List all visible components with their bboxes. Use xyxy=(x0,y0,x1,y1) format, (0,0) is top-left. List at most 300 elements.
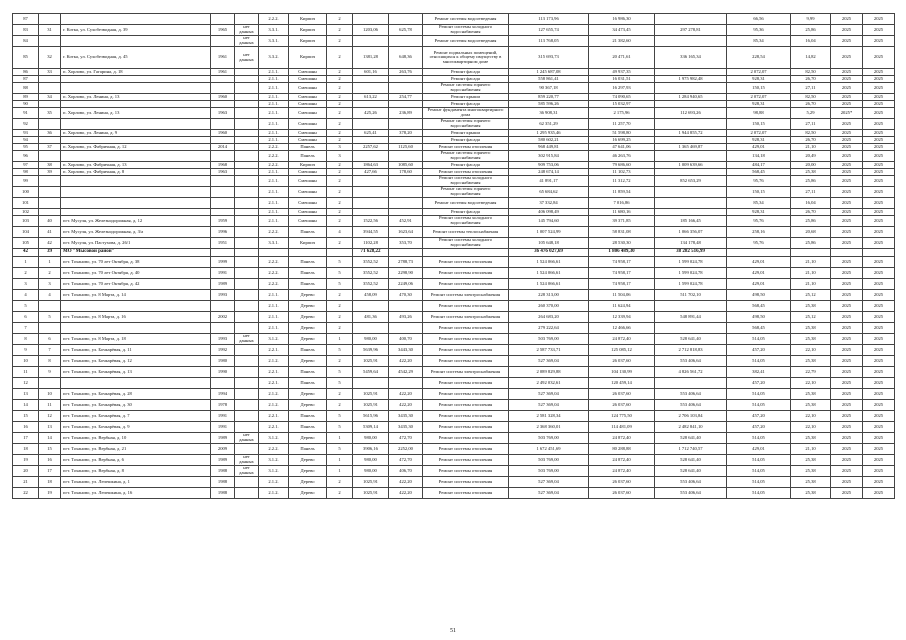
cell-sum: 580 602,21 xyxy=(509,137,589,144)
cell-c1: 103 xyxy=(13,216,39,227)
cell-ref: 39 371,85 xyxy=(589,216,655,227)
cell-work: Ремонт подвальных помещений, относящихся к общему имуществу в многоквартирном доме xyxy=(423,47,509,69)
cell-total xyxy=(655,151,727,162)
cell-addr: пгт. Мусуля, ул. Железнодорожная, д. 12 xyxy=(61,216,211,227)
cell-y2: 2025 xyxy=(863,389,895,400)
cell-floors: 2 xyxy=(327,14,353,25)
cell-y1: 2025 xyxy=(831,257,863,268)
cell-ref: 11 312,72 xyxy=(589,176,655,187)
cell-rate: 150,15 xyxy=(727,83,791,94)
cell-y2: 2025 xyxy=(863,279,895,290)
cell-addr: пгт. Тоханово, ул. Бочкарёвая, д. 30 xyxy=(61,400,211,411)
cell-ref: 26 037,60 xyxy=(589,356,655,367)
cell-c2: 35 xyxy=(39,108,61,119)
cell-ref: 47 641,06 xyxy=(589,144,655,151)
cell-rate: 382,41 xyxy=(727,367,791,378)
cell-ref: 26 037,60 xyxy=(589,389,655,400)
cell-y1: 2025 xyxy=(831,389,863,400)
cell-wallm: Смешанн xyxy=(289,94,327,101)
cell-flag xyxy=(235,209,259,216)
cell-flag xyxy=(235,389,259,400)
cell-wallm: Дерево xyxy=(289,389,327,400)
cell-y2: 2025 xyxy=(863,144,895,151)
table-row xyxy=(13,216,895,227)
cell-y2: 2025 xyxy=(863,76,895,83)
cell-adj: 22,10 xyxy=(791,411,831,422)
cell-total: 1 944 855,72 xyxy=(655,130,727,137)
cell-c2: 3 xyxy=(39,279,61,290)
table-row xyxy=(13,76,895,83)
cell-live: 648,36 xyxy=(389,47,423,69)
cell-y1: 2025 xyxy=(831,69,863,76)
cell-year: 1968 xyxy=(211,162,235,169)
cell-ref: 24 872,40 xyxy=(589,334,655,345)
table-row xyxy=(13,198,895,209)
cell-year: 1951 xyxy=(211,238,235,249)
cell-floors: 2 xyxy=(327,301,353,312)
cell-ref: 15 032,97 xyxy=(589,101,655,108)
cell-y1: 2025 xyxy=(831,76,863,83)
cell-flag xyxy=(235,119,259,130)
cell-adj: 25,86 xyxy=(791,238,831,249)
cell-area: 1025,91 xyxy=(353,477,389,488)
cell-area: 3552,52 xyxy=(353,257,389,268)
cell-ref: 58 831,08 xyxy=(589,227,655,238)
cell-adj: 27,11 xyxy=(791,83,831,94)
cell-rate: 95,76 xyxy=(727,176,791,187)
cell-area: 1025,91 xyxy=(353,389,389,400)
cell-adj: 82,50 xyxy=(791,94,831,101)
cell-area: 1025,91 xyxy=(353,400,389,411)
cell-y1: 2025 xyxy=(831,422,863,433)
table-row xyxy=(13,444,895,455)
cell-c2: 17 xyxy=(39,466,61,477)
cell-sum: 264 683,20 xyxy=(509,312,589,323)
cell-flag xyxy=(235,279,259,290)
cell-wallm: Кирпич xyxy=(289,36,327,47)
cell-flag: нет данных xyxy=(235,466,259,477)
cell-addr xyxy=(61,119,211,130)
table-row xyxy=(13,137,895,144)
cell-ref: 49 937,35 xyxy=(589,69,655,76)
cell-floors: 2 xyxy=(327,400,353,411)
cell-sum: 105 648,18 xyxy=(509,238,589,249)
cell-adj: 9,99 xyxy=(791,14,831,25)
cell-live: 422,20 xyxy=(389,400,423,411)
cell-live xyxy=(389,14,423,25)
cell-adj: 25,38 xyxy=(791,334,831,345)
cell-total: 528 641,40 xyxy=(655,455,727,466)
cell-sum: 302 915,84 xyxy=(509,151,589,162)
cell-work: Ремонт системы отопления xyxy=(423,444,509,455)
cell-sum: 260 370,00 xyxy=(509,301,589,312)
cell-live: 263,76 xyxy=(389,69,423,76)
cell-floors: 2 xyxy=(327,216,353,227)
cell-flag: нет данных xyxy=(235,455,259,466)
cell-c2: 32 xyxy=(39,47,61,69)
cell-ref: 125 085,12 xyxy=(589,345,655,356)
cell-ref: 11 504,06 xyxy=(589,290,655,301)
cell-addr xyxy=(61,101,211,108)
cell-addr: п. Хорлово, ул. Фабричная, д. 8 xyxy=(61,169,211,176)
cell-y1: 2025 xyxy=(831,411,863,422)
cell-y2: 2025 xyxy=(863,101,895,108)
cell-total xyxy=(655,209,727,216)
cell-ref: 16 699,25 xyxy=(589,137,655,144)
cell-y1: 2025 xyxy=(831,198,863,209)
cell-wallm: Панель xyxy=(289,422,327,433)
cell-ref: 79 686,60 xyxy=(589,162,655,169)
cell-flag xyxy=(235,216,259,227)
cell-adj: 25,38 xyxy=(791,356,831,367)
cell-c2: 13 xyxy=(39,422,61,433)
cell-y1: 2025 xyxy=(831,162,863,169)
table-row xyxy=(13,25,895,36)
cell-ref: 24 872,40 xyxy=(589,455,655,466)
cell-wallm: Смешанн xyxy=(289,69,327,76)
cell-mat: 3.3.1. xyxy=(259,25,289,36)
cell-y1: 2025 xyxy=(831,83,863,94)
cell-y2: 2025 xyxy=(863,151,895,162)
cell-rate: 85,34 xyxy=(727,36,791,47)
cell-adj: 25,38 xyxy=(791,169,831,176)
cell-rate: 457,20 xyxy=(727,422,791,433)
cell-y2: 2025 xyxy=(863,488,895,499)
cell-ref: 2 175,96 xyxy=(589,108,655,119)
cell-total: 1 599 024,78 xyxy=(655,268,727,279)
cell-sum: 1 524 066,61 xyxy=(509,279,589,290)
cell-c2: 7 xyxy=(39,345,61,356)
cell-year: 1993 xyxy=(211,290,235,301)
cell-adj: 27,11 xyxy=(791,119,831,130)
cell-area: 425,26 xyxy=(353,108,389,119)
cell-total: 1 599 024,78 xyxy=(655,257,727,268)
cell-work: Ремонт фундамента многоквартирного дома xyxy=(423,108,509,119)
cell-sum: 503 769,00 xyxy=(509,466,589,477)
cell-total xyxy=(655,119,727,130)
cell-rate: 228,54 xyxy=(727,47,791,69)
cell-wallm: Смешанн xyxy=(289,108,327,119)
cell-ref: 74 958,17 xyxy=(589,268,655,279)
cell-work: Ремонт системы отопления xyxy=(423,323,509,334)
cell-wallm: Панель xyxy=(289,411,327,422)
cell-live: 254,77 xyxy=(389,94,423,101)
cell-wallm: Смешанн xyxy=(289,83,327,94)
cell-y1: 2025 xyxy=(831,268,863,279)
cell-work: Ремонт системы отопления xyxy=(423,301,509,312)
cell-work: Ремонт системы отопления xyxy=(423,422,509,433)
cell-y1: 2025 xyxy=(831,279,863,290)
cell-c2: 19 xyxy=(39,488,61,499)
cell-mat: 3.3.2. xyxy=(259,47,289,69)
cell-wallm: Смешанн xyxy=(289,101,327,108)
cell-adj: 21,10 xyxy=(791,444,831,455)
cell-mat: 2.2.1. xyxy=(259,367,289,378)
table-row xyxy=(13,176,895,187)
cell-total: 1 066 356,07 xyxy=(655,227,727,238)
cell-addr xyxy=(61,209,211,216)
cell-c2: 5 xyxy=(39,312,61,323)
cell-mat: 2.1.1. xyxy=(259,209,289,216)
cell-y1: 2025 xyxy=(831,444,863,455)
cell-area xyxy=(353,119,389,130)
cell-floors: 1 xyxy=(327,466,353,477)
cell-year: 1990 xyxy=(211,367,235,378)
cell-addr: пгт. Тоханово, ул. Бочкарёвая, д. 11 xyxy=(61,345,211,356)
cell-floors: 2 xyxy=(327,162,353,169)
cell-flag xyxy=(235,151,259,162)
cell-c1: 18 xyxy=(13,444,39,455)
cell-y2: 2025 xyxy=(863,198,895,209)
table-row xyxy=(13,151,895,162)
cell-live xyxy=(389,198,423,209)
cell-addr xyxy=(61,14,211,25)
cell-rate: 928,31 xyxy=(727,209,791,216)
cell-year: 1996 xyxy=(211,227,235,238)
cell-year: 1994 xyxy=(211,389,235,400)
cell-c2 xyxy=(39,187,61,198)
cell-ref: 114 481,09 xyxy=(589,422,655,433)
cell-y2: 2025 xyxy=(863,69,895,76)
cell-adj: 5,29 xyxy=(791,108,831,119)
cell-live xyxy=(389,101,423,108)
cell-wallm: Смешанн xyxy=(289,169,327,176)
table-row xyxy=(13,400,895,411)
cell-flag xyxy=(235,14,259,25)
cell-rate: 98,88 xyxy=(727,108,791,119)
table-row xyxy=(13,36,895,47)
cell-work: Ремонт системы электроснабжения xyxy=(423,290,509,301)
cell-area: 3906,16 xyxy=(353,444,389,455)
cell-live: 470,30 xyxy=(389,290,423,301)
cell-rate: 95,36 xyxy=(727,25,791,36)
cell-ref: 21 382,60 xyxy=(589,36,655,47)
cell-adj: 27,11 xyxy=(791,187,831,198)
cell-rate: 95,76 xyxy=(727,216,791,227)
cell-total xyxy=(655,187,727,198)
cell-floors: 2 xyxy=(327,209,353,216)
cell-live xyxy=(389,76,423,83)
cell-area: 613,22 xyxy=(353,94,389,101)
cell-y1: 2025 xyxy=(831,119,863,130)
cell-work: Ремонт системы отопления xyxy=(423,345,509,356)
cell-sum: 527 369,04 xyxy=(509,356,589,367)
cell-flag: нет данных xyxy=(235,433,259,444)
cell-flag xyxy=(235,345,259,356)
cell-area: 1203,06 xyxy=(353,25,389,36)
cell-c1: 98 xyxy=(13,169,39,176)
table-row xyxy=(13,312,895,323)
table-row xyxy=(13,94,895,101)
cell-live: 353,70 xyxy=(389,238,423,249)
cell-live: 3435,30 xyxy=(389,422,423,433)
cell-y1: 2025 xyxy=(831,36,863,47)
cell-c2: 11 xyxy=(39,400,61,411)
cell-floors: 5 xyxy=(327,257,353,268)
cell-mat: 2.1.1. xyxy=(259,130,289,137)
cell-wallm: Смешанн xyxy=(289,216,327,227)
cell-adj: 14,82 xyxy=(791,47,831,69)
cell-adj: 25,12 xyxy=(791,290,831,301)
cell-sum: 228 313,00 xyxy=(509,290,589,301)
cell-flag: нет данных xyxy=(235,36,259,47)
cell-y2: 2025 xyxy=(863,36,895,47)
cell-ref: 26 037,60 xyxy=(589,400,655,411)
cell-sum: 1 245 687,08 xyxy=(509,69,589,76)
cell-c1: 4 xyxy=(13,290,39,301)
cell-addr: пгт. Тоханово, ул. 8 Марта, д. 18 xyxy=(61,334,211,345)
cell-ref: 11 102,73 xyxy=(589,169,655,176)
cell-mat: 2.1.1. xyxy=(259,76,289,83)
cell-addr: пгт. Тоханово, ул. Бочкарёвая, д. 7 xyxy=(61,411,211,422)
cell-rate: 568,45 xyxy=(727,169,791,176)
cell-wallm: Кирпич xyxy=(289,47,327,69)
cell-wallm: Дерево xyxy=(289,400,327,411)
cell-wallm: Смешанн xyxy=(289,187,327,198)
cell-total: 185 166,45 xyxy=(655,216,727,227)
cell-c1: 11 xyxy=(13,367,39,378)
cell-y1: 2025 xyxy=(831,94,863,101)
cell-work: Ремонт системы отопления xyxy=(423,144,509,151)
cell-rate: 514,05 xyxy=(727,433,791,444)
cell-rate: 498,50 xyxy=(727,312,791,323)
cell-mat: 2.1.1. xyxy=(259,169,289,176)
cell-sum: 36 908,31 xyxy=(509,108,589,119)
cell-mat: 2.2.2. xyxy=(259,227,289,238)
table-row xyxy=(13,488,895,499)
cell-floors xyxy=(327,249,353,257)
cell-rate: 928,31 xyxy=(727,137,791,144)
cell-total: 553 406,64 xyxy=(655,400,727,411)
cell-floors: 5 xyxy=(327,345,353,356)
cell-wallm: Кирпич xyxy=(289,162,327,169)
cell-floors: 5 xyxy=(327,411,353,422)
cell-total xyxy=(655,198,727,209)
cell-c2: 8 xyxy=(39,356,61,367)
cell-ref: 20 471,61 xyxy=(589,47,655,69)
cell-adj: 21,10 xyxy=(791,268,831,279)
cell-rate: 2 072,07 xyxy=(727,69,791,76)
cell-total: 336 165,34 xyxy=(655,47,727,69)
cell-flag xyxy=(235,169,259,176)
cell-adj: 25,38 xyxy=(791,477,831,488)
cell-live: 2298,90 xyxy=(389,268,423,279)
cell-sum: 113 768,05 xyxy=(509,36,589,47)
cell-year xyxy=(211,209,235,216)
cell-sum: 1 524 066,61 xyxy=(509,268,589,279)
cell-wallm: Смешанн xyxy=(289,209,327,216)
cell-work: Ремонт фасада xyxy=(423,101,509,108)
cell-year xyxy=(211,187,235,198)
cell-rate: 514,05 xyxy=(727,389,791,400)
cell-flag xyxy=(235,249,259,257)
cell-floors: 5 xyxy=(327,422,353,433)
cell-floors: 1 xyxy=(327,334,353,345)
cell-area: 601,16 xyxy=(353,69,389,76)
cell-rate: 457,20 xyxy=(727,411,791,422)
cell-total: 297 278,81 xyxy=(655,25,727,36)
cell-c2 xyxy=(39,301,61,312)
cell-mat: 2.1.1. xyxy=(259,101,289,108)
cell-live xyxy=(389,323,423,334)
table-row xyxy=(13,334,895,345)
cell-year xyxy=(211,198,235,209)
cell-ref: 7 016,86 xyxy=(589,198,655,209)
cell-rate: 484,17 xyxy=(727,162,791,169)
cell-wallm xyxy=(289,249,327,257)
cell-flag xyxy=(235,137,259,144)
cell-ref: 11 680,16 xyxy=(589,209,655,216)
cell-floors: 2 xyxy=(327,94,353,101)
cell-area: 1025,91 xyxy=(353,488,389,499)
cell-y2: 2025 xyxy=(863,257,895,268)
cell-ref: 74 958,17 xyxy=(589,257,655,268)
cell-total: 1 599 024,78 xyxy=(655,279,727,290)
cell-c1: 84 xyxy=(13,36,39,47)
cell-c1: 16 xyxy=(13,422,39,433)
cell-y1: 2025 xyxy=(831,130,863,137)
cell-y2: 2025 xyxy=(863,422,895,433)
cell-total: 553 406,64 xyxy=(655,389,727,400)
cell-y2: 2025 xyxy=(863,209,895,216)
cell-y1: 2025 xyxy=(831,137,863,144)
cell-floors: 2 xyxy=(327,108,353,119)
cell-adj: 25,12 xyxy=(791,312,831,323)
table-row xyxy=(13,356,895,367)
cell-c1: 92 xyxy=(13,119,39,130)
cell-y1: 2025 xyxy=(831,101,863,108)
cell-rate: 66,56 xyxy=(727,14,791,25)
table-body xyxy=(13,14,895,499)
cell-floors: 5 xyxy=(327,268,353,279)
cell-work: Ремонт системы холодного водоснабжения xyxy=(423,176,509,187)
cell-year: 1993 xyxy=(211,334,235,345)
cell-y1: 2025 xyxy=(831,151,863,162)
cell-total xyxy=(655,301,727,312)
cell-total: 511 702,10 xyxy=(655,290,727,301)
cell-flag xyxy=(235,69,259,76)
cell-area: 5639,96 xyxy=(353,345,389,356)
cell-y2: 2025 xyxy=(863,14,895,25)
cell-addr: пгт. Тоханово, ул. Вербная, д. 10 xyxy=(61,433,211,444)
cell-live: 1623,64 xyxy=(389,227,423,238)
cell-floors: 5 xyxy=(327,444,353,455)
cell-live xyxy=(389,83,423,94)
cell-mat: 2.1.1. xyxy=(259,187,289,198)
cell-adj: 16,04 xyxy=(791,36,831,47)
cell-addr: пгт. Тоханово, ул. Лепешкина, д. 1 xyxy=(61,477,211,488)
cell-flag xyxy=(235,227,259,238)
cell-rate: 2 072,07 xyxy=(727,94,791,101)
cell-rate: 150,15 xyxy=(727,187,791,198)
cell-year xyxy=(211,378,235,389)
cell-c2 xyxy=(39,137,61,144)
cell-rate: 95,76 xyxy=(727,238,791,249)
cell-mat: 2.2.2. xyxy=(259,14,289,25)
cell-wallm: Панель xyxy=(289,144,327,151)
cell-ref: 26 037,60 xyxy=(589,477,655,488)
cell-rate: 457,20 xyxy=(727,378,791,389)
cell-year: 2002 xyxy=(211,312,235,323)
cell-floors: 2 xyxy=(327,356,353,367)
cell-area: 71 628,22 xyxy=(353,249,389,257)
cell-live xyxy=(389,176,423,187)
cell-c2: 33 xyxy=(39,69,61,76)
cell-y1: 2025 xyxy=(831,290,863,301)
cell-c1: 15 xyxy=(13,411,39,422)
table-row xyxy=(13,378,895,389)
cell-rate: 514,05 xyxy=(727,334,791,345)
